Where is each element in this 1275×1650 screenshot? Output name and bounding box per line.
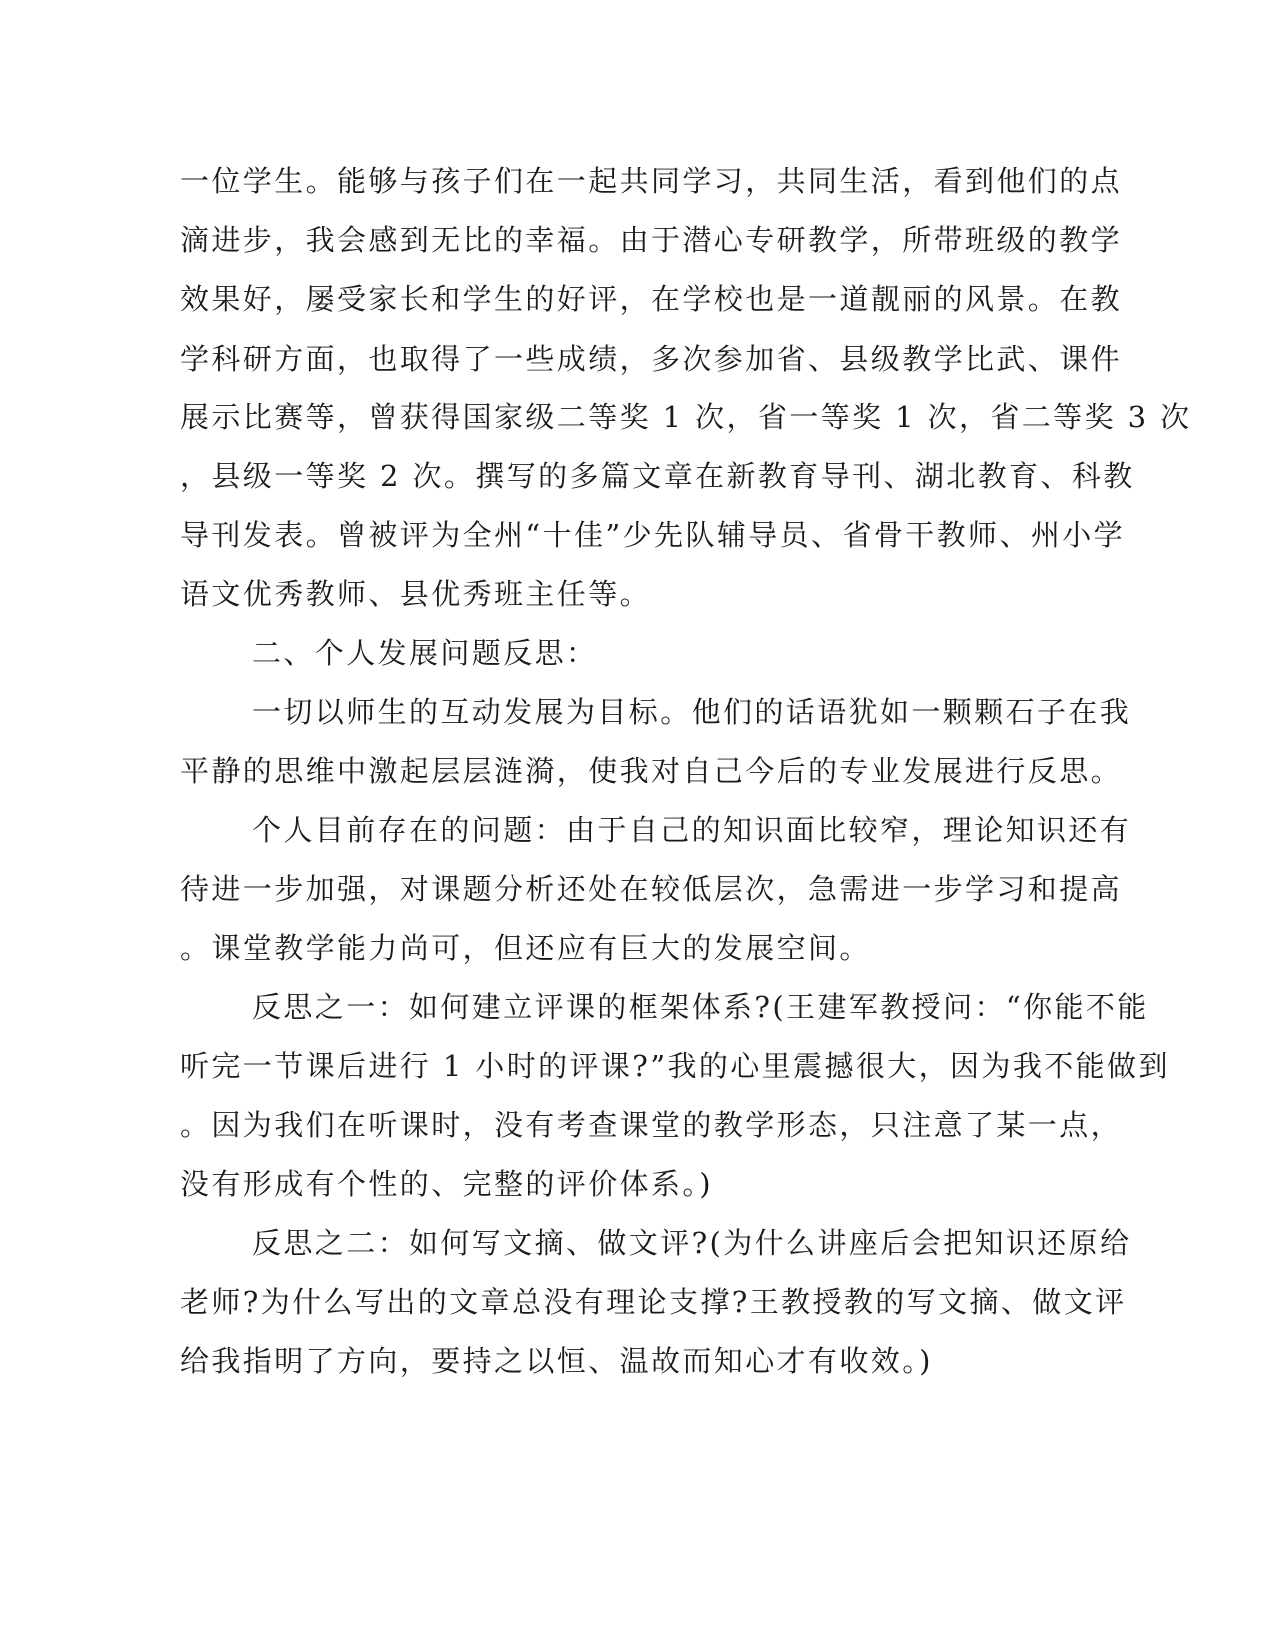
text-line: 个人目前存在的问题：由于自己的知识面比较窄，理论知识还有 xyxy=(252,813,1132,847)
text-line: 学科研方面，也取得了一些成绩，多次参加省、县级教学比武、课件 xyxy=(180,342,1123,376)
text-line: 待进一步加强，对课题分析还处在较低层次，急需进一步学习和提高 xyxy=(180,872,1123,906)
text-line: 语文优秀教师、县优秀班主任等。 xyxy=(180,577,652,611)
text-line: 展示比赛等，曾获得国家级二等奖 1 次，省一等奖 1 次，省二等奖 3 次 xyxy=(180,400,1192,434)
text-line: 一切以师生的互动发展为目标。他们的话语犹如一颗颗石子在我 xyxy=(252,695,1132,729)
text-line: 老师?为什么写出的文章总没有理论支撑?王教授教的写文摘、做文评 xyxy=(180,1285,1127,1319)
text-line: 给我指明了方向，要持之以恒、温故而知心才有收效。) xyxy=(180,1344,933,1378)
text-line: 导刊发表。曾被评为全州“十佳”少先队辅导员、省骨干教师、州小学 xyxy=(180,518,1126,552)
text-line: 反思之一：如何建立评课的框架体系?(王建军教授问：“你能不能 xyxy=(252,990,1149,1024)
text-line: 。课堂教学能力尚可，但还应有巨大的发展空间。 xyxy=(180,931,871,965)
text-line: 一位学生。能够与孩子们在一起共同学习，共同生活，看到他们的点 xyxy=(180,164,1123,198)
text-line: ，县级一等奖 2 次。撰写的多篇文章在新教育导刊、湖北教育、科教 xyxy=(180,459,1135,493)
text-line: 平静的思维中激起层层涟漪，使我对自己今后的专业发展进行反思。 xyxy=(180,754,1123,788)
text-line: 效果好，屡受家长和学生的好评，在学校也是一道靓丽的风景。在教 xyxy=(180,282,1123,316)
text-line: 没有形成有个性的、完整的评价体系。) xyxy=(180,1167,714,1201)
text-line: 。因为我们在听课时，没有考查课堂的教学形态，只注意了某一点， xyxy=(180,1108,1123,1142)
section-heading: 二、个人发展问题反思： xyxy=(252,636,598,670)
text-line: 听完一节课后进行 1 小时的评课?”我的心里震撼很大，因为我不能做到 xyxy=(180,1049,1170,1083)
text-line: 反思之二：如何写文摘、做文评?(为什么讲座后会把知识还原给 xyxy=(252,1226,1132,1260)
text-line: 滴进步，我会感到无比的幸福。由于潜心专研教学，所带班级的教学 xyxy=(180,223,1123,257)
